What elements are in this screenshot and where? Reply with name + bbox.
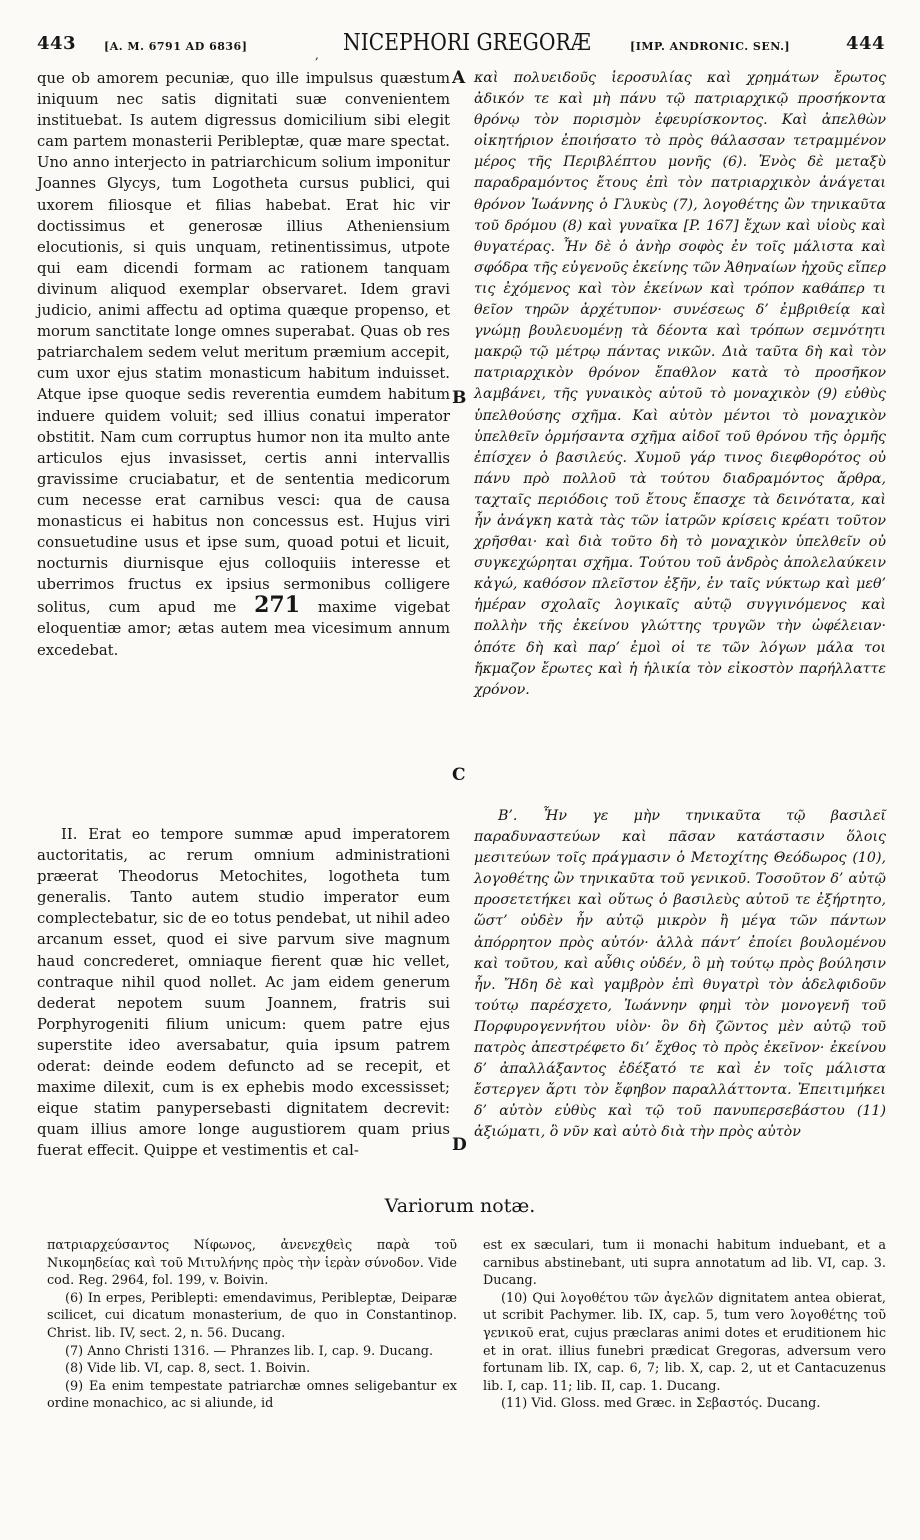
- notes-column-left: [47, 1237, 457, 1413]
- latin-text: que ob amorem pecuniæ, quo ille impulsus quæstum iniquum nec satis dignitati suæ convenientem instituebat. Is autem digressus domicilium sibi elegit cam partem monasterii Peribleptæ, quæ mare spectat. Uno anno interjecto in patriarchicum solium imponitur Joannes Glycys, tum Logotheta cursus publici, qui uxorem filiosque et filias habebat. Erat hic vir doctissimus et generosæ illius Atheniensium elocutionis, si quis unquam, retinentissimus, utpote qui eam dicendi formam ac rationem tanquam divinum aliquod exemplar observaret. Idem gravi judicio, animi affectu ad optima quæque propenso, et morum sanctitate longe omnes superabat. Quas ob res patriarchalem sedem velut meritum præmium accepit, cum uxor ejus statim monasticum habitum induisset. Atque ipse quoque sedis reverentia eumdem habitum induere quidem voluit; sed illius conatui imperator obstitit. Nam cum corruptus humor non ita multo ante articulos ejus invasisset, certis anni intervallis gravissime cruciabatur, et de sententia medicorum cum necesse erat carnibus vesci: qua de causa monasticus ei habitus non concessus est. Hujus viri consuetudine usus et ipse sum, quoad potui et licuit, nocturnis diurnisque ejus colloquiis interesse et uberrimos fructus ex ipsius sermonibus colligere solitus, cum apud me: [37, 70, 450, 617]
- header-date-range-left: [A. M. 6791 AD 6836]: [104, 40, 248, 53]
- running-header: [0, 30, 920, 64]
- footnote: (6) In erpes, Periblepti: emendavimus, Peribleptæ, Deiparæ scilicet, cui dicatum monasterium, de quo in Constantinop. Christ. lib. IV, sect. 2, n. 56. Ducang.: [47, 1290, 457, 1341]
- greek-column-paragraph-2: [474, 806, 886, 1144]
- greek-text: Β’. Ἦν γε μὴν τηνικαῦτα τῷ βασιλεῖ παραδυναστεύων καὶ πᾶσαν κατάστασιν ὅλοις μεσιτεύων τοῖς πράγμασιν ὁ Μετοχίτης Θεόδωρος (10), λογοθέτης ὢν τηνικαῦτα τοῦ γενικοῦ. Τοσοῦτον δ’ αὐτῷ προσετετήκει καὶ οὕτως ὁ βασιλεὺς αὐτοῦ τε ἐξήρτητο, ὥστ’ οὐδὲν ἦν αὐτῷ μικρὸν ἢ μέγα τῶν πάντων ἀπόρρητον πρὸς αὐτόν· ἀλλὰ πάντ’ ἐποίει βουλομένου καὶ τοῦτου, καὶ αὖθις οὐδέν, ὃ μὴ τούτῳ πρὸς βούλησιν ἦν. Ἤδη δὲ καὶ γαμβρὸν ἐπὶ θυγατρὶ τὸν ἀδελφιδοῦν τούτῳ παρέσχετο, Ἰωάννην φημὶ τὸν μονογενῆ τοῦ Πορφυρογεννήτου υἱὸν· ὃν δὴ ζῶντος μὲν αὐτῷ τοῦ πατρὸς ἀπεστρέφετο δι’ ἔχθος τὸ πρὸς ἐκεῖνον· ἐκείνου δ’ ἀπαλλάξαντος ἐδέξατό τε καὶ ἐν τοῖς μάλιστα ἔστεργεν ἄρτι τὸν ἔφηβον παραλλάττοντα. Ἐπειτιμήκει δ’ αὐτὸν εὐθὺς καὶ τῷ τοῦ πανυπερσεβάστου (11) ἀξιώματι, ὃ νῦν καὶ αὐτὸ διὰ τὴν πρὸς αὐτὸν: [474, 808, 886, 1141]
- greek-column-paragraph-1: [474, 68, 886, 701]
- footnote: (11) Vid. Gloss. med Græc. in Σεβαστός. Ducang.: [501, 1396, 821, 1412]
- header-date-range-right: [IMP. ANDRONIC. SEN.]: [630, 40, 791, 53]
- notes-column-right: [483, 1237, 886, 1413]
- margin-mark-a: A: [452, 68, 466, 88]
- latin-column-paragraph-2: [37, 824, 450, 1162]
- header-separator: ,: [315, 48, 319, 62]
- margin-mark-b: B: [452, 388, 467, 408]
- footnote: (8) Vide lib. VI, cap. 8, sect. 1. Boivin.: [65, 1361, 311, 1377]
- page-number-left: 443: [37, 33, 77, 54]
- latin-column-paragraph-1: [37, 68, 450, 661]
- footnote: (7) Anno Christi 1316. — Phranzes lib. I, cap. 9. Ducang.: [65, 1343, 434, 1359]
- footnote: (10) Qui λογοθέτου τῶν ἀγελῶν dignitatem antea obierat, ut scribit Pachymer. lib. IX, cap. 5, tum vero λογοθέτης τοῦ γενικοῦ erat, cujus præclaras animi dotes et eruditionem hic et in orat. illius funebri prædicat Gregoras, adversum vero fortunam lib. IX, cap. 6, 7; lib. X, cap. 2, ut et Cantacuzenus lib. I, cap. 11; lib. II, cap. 1. Ducang.: [483, 1290, 886, 1394]
- footnote: est ex sæculari, tum ii monachi habitum induebant, et a carnibus abstinebant, uti supra annotatum ad lib. VI, cap. 3. Ducang.: [483, 1238, 886, 1289]
- margin-mark-c: C: [452, 765, 466, 785]
- header-title: NICEPHORI GREGORÆ: [343, 30, 591, 56]
- margin-mark-d: D: [452, 1135, 467, 1155]
- margin-page-number: 271: [254, 592, 301, 619]
- greek-text: καὶ πολυειδοῦς ἱεροσυλίας καὶ χρημάτων ἔρωτος ἀδικόν τε καὶ μὴ πάνυ τῷ πατριαρχικῷ προσήκοντα θρόνῳ τὸν πορισμὸν ἐφευρίσκοντος. Καὶ ἀπελθὼν οἰκητήριον ἐποιήσατο τὸ πρὸς θάλασσαν τετραμμένον μέρος τῆς Περιβλέπτου μονῆς (6). Ἑνὸς δὲ μεταξὺ παραδραμόντος ἔτους ἐπὶ τὸν πατριαρχικὸν ἀνάγεται θρόνον Ἰωάννης ὁ Γλυκὺς (7), λογοθέτης ὢν τηνικαῦτα τοῦ δρόμου (8) καὶ γυναῖκα [P. 167] ἔχων καὶ υἱοὺς καὶ θυγατέρας. Ἦν δὲ ὁ ἀνὴρ σοφὸς ἐν τοῖς μάλιστα καὶ σφόδρα τῆς εὐγενοῦς ἐκείνης τῶν Ἀθηναίων ἠχοῦς εἴπερ τις ἐχόμενος καὶ τὸν ἐκείνων καὶ τρόπον καθάπερ τι θεῖον τηρῶν ἀρχέτυπον· συνέσεως δ’ ἐμβριθείᾳ καὶ γνώμῃ βουλευομένῃ τὰ δέοντα καὶ τρόπων σεμνότητι μακρῷ τῷ μέτρῳ πάντας νικῶν. Διὰ ταῦτα δὴ καὶ τὸν πατριαρχικὸν θρόνον ἔπαθλον κατὰ τὸ προσῆκον λαμβάνει, τῆς γυναικὸς αὐτοῦ τὸ μοναχικὸν (9) εὐθὺς ὑπελθούσης σχῆμα. Καὶ αὐτὸν μέντοι τὸ μοναχικὸν ὑπελθεῖν ὁρμήσαντα σχῆμα αἰδοῖ τοῦ θρόνου τῆς ὁρμῆς ἐπίσχεν ὁ βασιλεύς. Χυμοῦ γάρ τινος διεφθορότος οὐ πάνυ πρὸ πολλοῦ τὰ τούτου διαδραμόντος ἄρθρα, ταχταῖς περιόδοις τοῦ ἔτους ἔπασχε τὰ δεινότατα, καὶ ἦν ἀνάγκη κατὰ τὰς τῶν ἰατρῶν κρίσεις κρέατι τοῦτον χρῆσθαι· καὶ διὰ τοῦτο δὴ τὸ μοναχικὸν ὑπελθεῖν οὐ συγκεχώρηται σχῆμα. Τούτου τοῦ ἀνδρὸς ἀπολελαύκειν κἀγώ, καθόσον πλεῖστον ἐξῆν, ἐν ταῖς νύκτωρ καὶ μεθ’ ἡμέραν σχολαῖς λογικαῖς αὐτῷ συγγινόμενος καὶ πολλὴν τῆς ἐκείνου γλώττης τρυγῶν τὴν ὠφέλειαν· ὁπότε δὴ καὶ παρ’ ἐμοὶ οἱ τε τῶν λόγων μάλα τοι ἤκμαζον ἔρωτες καὶ ἡ ἡλικία τὸν εἰκοστὸν παρήλλαττε χρόνον.: [474, 70, 886, 698]
- footnote: πατριαρχεύσαντος Νίφωνος, ἀνενεχθεὶς παρὰ τοῦ Νικομηδείας καὶ τοῦ Μιτυλήνης πρὸς τὴν ἱερὰν σύνοδον. Vide cod. Reg. 2964, fol. 199, v. Boivin.: [47, 1238, 457, 1289]
- latin-text: II. Erat eo tempore summæ apud imperatorem auctoritatis, ac rerum omnium administrationi præerat Theodorus Metochites, logotheta tum generalis. Tanto autem studio imperator eum complectebatur, sic de eo totus pendebat, ut nihil adeo arcanum esset, quod ei sive parvum sive magnum haud concrederet, omniaque fierent quæ hic vellet, contraque nihil quod nollet. Ac jam eidem generum dederat nepotem suum Joannem, fratris sui Porphyrogeniti filium unicum: quem patre ejus superstite ideo aversabatur, quia ipsum patrem oderat: deinde eodem defuncto ad se recepit, et maxime dilexit, cum is ex ephebis modo excessisset; eique statim panypersebasti dignitatem decrevit: quam illius amore longe augustiorem quam prius fuerat effecit. Quippe et vestimentis et cal-: [37, 826, 450, 1160]
- page-number-right: 444: [846, 33, 886, 54]
- notes-title: Variorum notæ.: [384, 1195, 536, 1217]
- footnote: (9) Ea enim tempestate patriarchæ omnes seligebantur ex ordine monachico, ac si aliunde, id: [47, 1378, 457, 1412]
- latin-text: maxime vigebat eloquentiæ amor; ætas autem mea vicesimum annum excedebat.: [37, 599, 450, 659]
